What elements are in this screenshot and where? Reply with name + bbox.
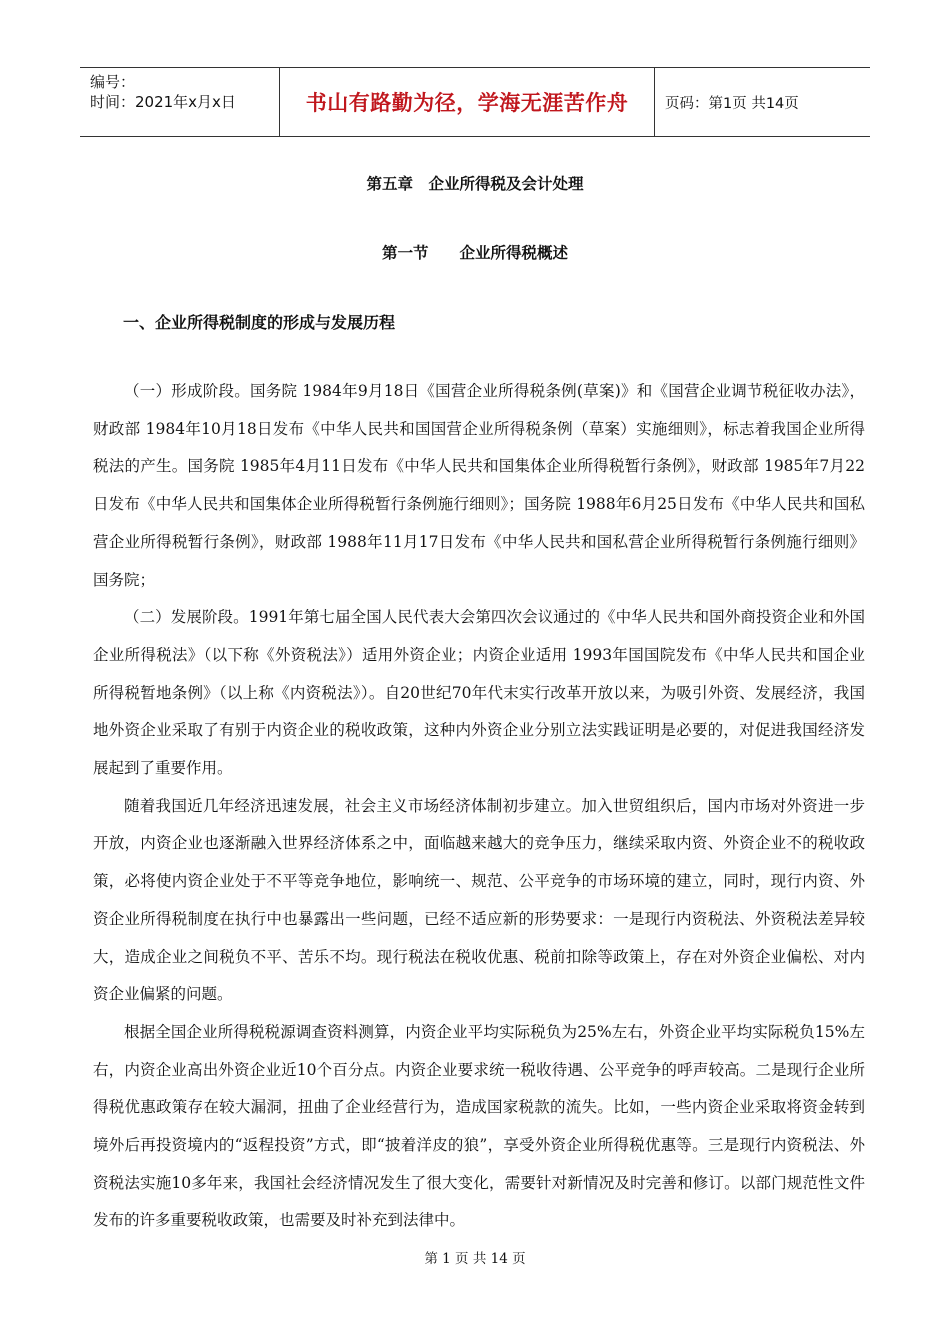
document-number-label: 编号： (90, 73, 136, 91)
header-page-info: 页码：第1页 共14页 (665, 95, 799, 112)
document-date: 时间：2021年x月x日 (90, 93, 236, 111)
document-body (93, 373, 865, 1240)
paragraph: （一）形成阶段。国务院 1984年9月18日《国营企业所得税条例(草案)》和《国营企业调节税征收办法》，财政部 1984年10月18日发布《中华人民共和国国营企业所得税条例（草案）实施细则》，标志着我国企业所得税法的产生。国务院 1985年4月11日发布《中华人民共和国集体企业所得税暂行条例》，财政部 1985年7月22日发布《中华人民共和国集体企业所得税暂行条例施行细则》；国务院 1988年6月25日发布《中华人民共和国私营企业所得税暂行条例》，财政部 1988年11月17日发布《中华人民共和国私营企业所得税暂行条例施行细则》国务院； (93, 382, 865, 589)
section-title: 第一节 企业所得税概述 (381, 243, 568, 262)
paragraph: 根据全国企业所得税税源调查资料测算，内资企业平均实际税负为25%左右，外资企业平均实际税负15%左右，内资企业高出外资企业近10个百分点。内资企业要求统一税收待遇、公平竞争的呼声较高。二是现行企业所得税优惠政策存在较大漏洞，扭曲了企业经营行为，造成国家税款的流失。比如，一些内资企业采取将资金转到境外后再投资境内的“返程投资”方式，即“披着洋皮的狼”，享受外资企业所得税优惠等。三是现行内资税法、外资税法实施10多年来，我国社会经济情况发生了很大变化，需要针对新情况及时完善和修订。以部门规范性文件发布的许多重要税收政策，也需要及时补充到法律中。 (93, 1022, 865, 1230)
header-meta (80, 68, 280, 136)
chapter-title: 第五章 企业所得税及会计处理 (366, 174, 584, 193)
page-header (80, 67, 870, 137)
paragraph: （二）发展阶段。1991年第七届全国人民代表大会第四次会议通过的《中华人民共和国外商投资企业和外国企业所得税法》（以下称《外资税法》）适用外资企业；内资企业适用 1993年国国院发布《中华人民共和国企业所得税暂地条例》（以上称《内资税法》）。自20世纪70年代末实行改革开放以来，为吸引外资、发展经济，我国地外资企业采取了有别于内资企业的税收政策，这种内外资企业分别立法实践证明是必要的，对促进我国经济发展起到了重要作用。 (93, 608, 865, 778)
header-motto: 书山有路勤为径，学海无涯苦作舟 (280, 68, 655, 136)
page-footer: 第 1 页 共 14 页 (424, 1251, 526, 1267)
paragraph: 随着我国近几年经济迅速发展，社会主义市场经济体制初步建立。加入世贸组织后，国内市场对外资进一步开放，内资企业也逐渐融入世界经济体系之中，面临越来越大的竞争压力，继续采取内资、外资企业不的税收政策，必将使内资企业处于不平等竞争地位，影响统一、规范、公平竞争的市场环境的建立，同时，现行内资、外资企业所得税制度在执行中也暴露出一些问题，已经不适应新的形势要求：一是现行内资税法、外资税法差异较大，造成企业之间税负不平、苦乐不均。现行税法在税收优惠、税前扣除等政策上，存在对外资企业偏松、对内资企业偏紧的问题。 (93, 796, 865, 1004)
subsection-title: 一、企业所得税制度的形成与发展历程 (123, 313, 396, 332)
